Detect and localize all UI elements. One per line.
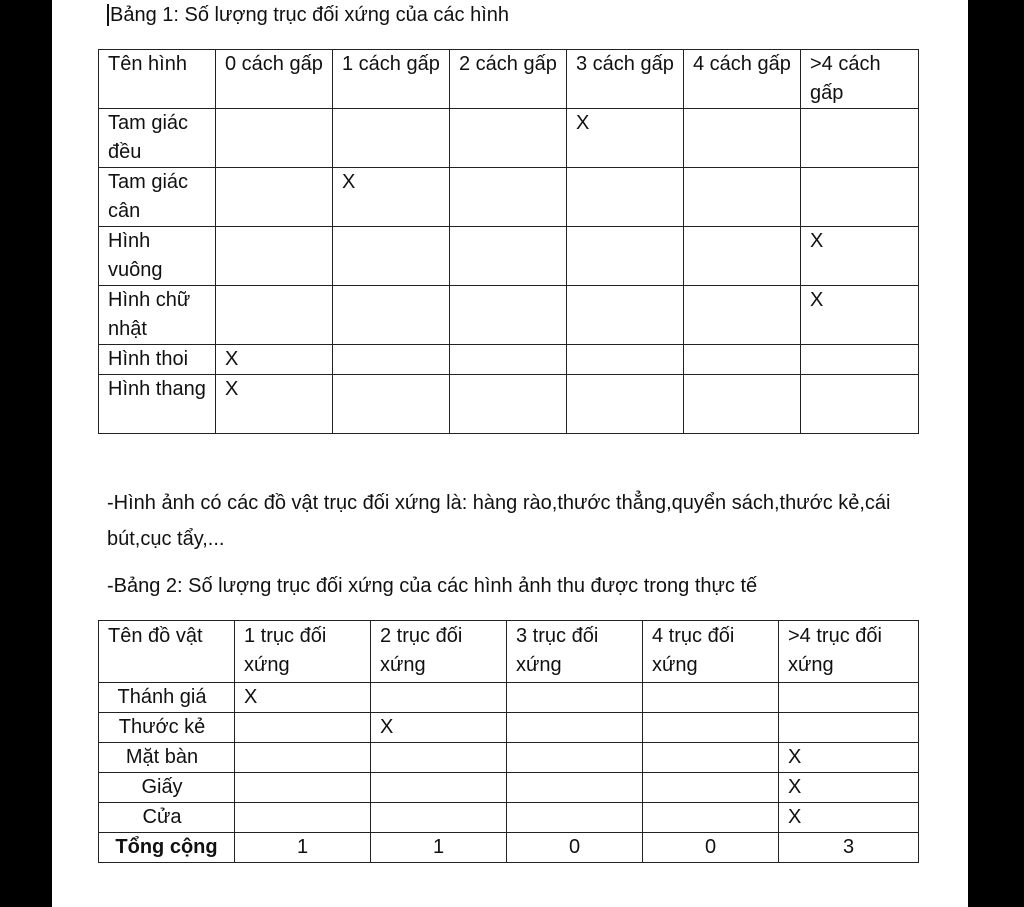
table2-caption: -Bảng 2: Số lượng trục đối xứng của các hình ảnh thu được trong thực tế xyxy=(107,575,758,597)
table-row xyxy=(99,375,919,434)
cell xyxy=(216,227,333,286)
table1-caption: Bảng 1: Số lượng trục đối xứng của các hình xyxy=(110,4,510,26)
cell xyxy=(450,168,567,227)
cell: X xyxy=(779,773,919,803)
cell: X xyxy=(801,286,919,345)
table-row xyxy=(99,683,919,713)
cell xyxy=(216,109,333,168)
cell xyxy=(371,803,507,833)
header-cell: >4 trục đối xứng xyxy=(779,621,919,683)
shape-name: Tam giác đều xyxy=(99,109,216,168)
object-name: Thánh giá xyxy=(99,683,235,713)
shape-name: Hình vuông xyxy=(99,227,216,286)
header-cell: >4 cách gấp xyxy=(801,50,919,109)
shape-name: Tam giác cân xyxy=(99,168,216,227)
cell xyxy=(507,683,643,713)
cell xyxy=(450,227,567,286)
header-cell: 1 cách gấp xyxy=(333,50,450,109)
objects-paragraph: -Hình ảnh có các đồ vật trục đối xứng là: hàng rào,thước thẳng,quyển sách,thước kẻ,cái bút,cục tẩy,... xyxy=(107,492,891,550)
header-cell: 4 cách gấp xyxy=(684,50,801,109)
total-value: 1 xyxy=(371,833,507,863)
cell xyxy=(684,375,801,434)
table-row xyxy=(99,743,919,773)
cell xyxy=(507,743,643,773)
cell xyxy=(643,683,779,713)
cell xyxy=(216,168,333,227)
object-name: Giấy xyxy=(99,773,235,803)
total-value: 1 xyxy=(235,833,371,863)
object-name: Thước kẻ xyxy=(99,713,235,743)
cell xyxy=(235,743,371,773)
cell: X xyxy=(779,743,919,773)
cell xyxy=(643,803,779,833)
cell xyxy=(567,168,684,227)
cell: X xyxy=(235,683,371,713)
text-cursor xyxy=(107,4,109,26)
cell: X xyxy=(216,375,333,434)
cell xyxy=(801,168,919,227)
object-name: Mặt bàn xyxy=(99,743,235,773)
header-cell: Tên đồ vật xyxy=(99,621,235,683)
total-value: 0 xyxy=(643,833,779,863)
cell: X xyxy=(371,713,507,743)
cell xyxy=(684,109,801,168)
cell xyxy=(235,713,371,743)
shape-name: Hình thoi xyxy=(99,345,216,375)
cell xyxy=(333,286,450,345)
cell xyxy=(235,803,371,833)
table-row xyxy=(99,713,919,743)
cell xyxy=(567,375,684,434)
cell xyxy=(450,286,567,345)
cell xyxy=(567,227,684,286)
cell xyxy=(333,109,450,168)
cell xyxy=(643,743,779,773)
cell xyxy=(450,375,567,434)
table-row xyxy=(99,803,919,833)
cell: X xyxy=(801,227,919,286)
header-cell: 4 trục đối xứng xyxy=(643,621,779,683)
cell xyxy=(371,773,507,803)
cell xyxy=(684,286,801,345)
cell xyxy=(684,345,801,375)
cell xyxy=(216,286,333,345)
cell xyxy=(567,286,684,345)
table-row xyxy=(99,345,919,375)
cell xyxy=(507,713,643,743)
cell xyxy=(507,803,643,833)
cell: X xyxy=(779,803,919,833)
table-row xyxy=(99,773,919,803)
cell xyxy=(333,345,450,375)
cell xyxy=(450,345,567,375)
header-cell: 2 cách gấp xyxy=(450,50,567,109)
header-cell: 0 cách gấp xyxy=(216,50,333,109)
table-header-row xyxy=(99,50,919,109)
cell xyxy=(801,375,919,434)
header-cell: Tên hình xyxy=(99,50,216,109)
total-label: Tổng cộng xyxy=(99,833,235,863)
cell xyxy=(333,375,450,434)
cell xyxy=(507,773,643,803)
table-row xyxy=(99,286,919,345)
cell: X xyxy=(567,109,684,168)
header-cell: 3 cách gấp xyxy=(567,50,684,109)
table-symmetry-objects xyxy=(98,620,919,863)
cell xyxy=(333,227,450,286)
object-name: Cửa xyxy=(99,803,235,833)
cell xyxy=(235,773,371,803)
table-row xyxy=(99,109,919,168)
header-cell: 2 trục đối xứng xyxy=(371,621,507,683)
total-row xyxy=(99,833,919,863)
cell xyxy=(684,227,801,286)
cell xyxy=(801,345,919,375)
table-row xyxy=(99,168,919,227)
shape-name: Hình chữ nhật xyxy=(99,286,216,345)
cell xyxy=(684,168,801,227)
cell xyxy=(801,109,919,168)
header-cell: 1 trục đối xứng xyxy=(235,621,371,683)
total-value: 3 xyxy=(779,833,919,863)
table-header-row xyxy=(99,621,919,683)
cell xyxy=(371,743,507,773)
cell xyxy=(450,109,567,168)
shape-name: Hình thang xyxy=(99,375,216,434)
total-value: 0 xyxy=(507,833,643,863)
cell: X xyxy=(333,168,450,227)
table-symmetry-shapes xyxy=(98,49,919,434)
cell xyxy=(567,345,684,375)
cell xyxy=(643,713,779,743)
header-cell: 3 trục đối xứng xyxy=(507,621,643,683)
cell xyxy=(643,773,779,803)
table-row xyxy=(99,227,919,286)
cell xyxy=(779,683,919,713)
cell xyxy=(779,713,919,743)
cell xyxy=(371,683,507,713)
cell: X xyxy=(216,345,333,375)
